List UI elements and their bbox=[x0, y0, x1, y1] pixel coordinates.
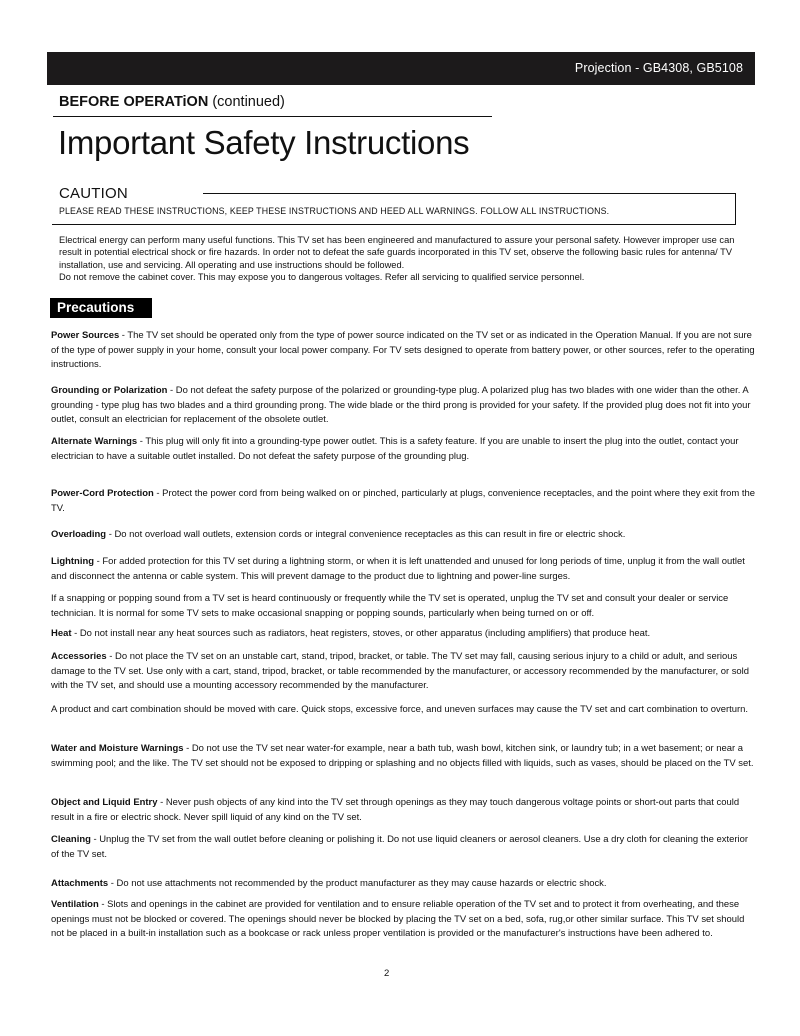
item-term: Object and Liquid Entry bbox=[51, 797, 158, 808]
precaution-item-snapping-sound bbox=[51, 592, 757, 621]
page-title: Important Safety Instructions bbox=[58, 124, 470, 161]
precaution-item-power-cord bbox=[51, 487, 757, 516]
item-term: Ventilation bbox=[51, 899, 99, 910]
item-term: Power Sources bbox=[51, 330, 120, 341]
item-text: - Never push objects of any kind into the TV set through openings as they may touch dangerous voltage points or short-out parts that could result in a fire or electric shock. Never spill liquid of any kind on the TV set. bbox=[51, 797, 740, 823]
item-text: - For added protection for this TV set during a lightning storm, or when it is left unattended and unused for long periods of time, unplug it from the wall outlet and disconnect the antenna or cable system. This will prevent damage to the product due to lightning and power-line surges. bbox=[51, 556, 745, 582]
item-text: - Protect the power cord from being walked on or pinched, particularly at plugs, convenience receptacles, and the point where they exit from the TV. bbox=[51, 488, 755, 514]
precaution-item-overloading bbox=[51, 528, 757, 543]
item-term: Lightning bbox=[51, 556, 94, 567]
precaution-item-alternate-warnings bbox=[51, 435, 757, 464]
intro-paragraph: Electrical energy can perform many useful functions. This TV set has been engineered and manufactured to assure your personal safety. However improper use can result in potential electrical shock or fire hazards. In order not to defeat the safe guards incorporated in this TV set, observe the following basic rules for antenna/ TV installation, use and servicing. All operating and use instructions should be followed. bbox=[59, 235, 735, 270]
item-text: - Unplug the TV set from the wall outlet before cleaning or polishing it. Do not use liquid cleaners or aerosol cleaners. Use a dry cloth for cleaning the exterior of the TV set. bbox=[51, 834, 748, 860]
item-term: Overloading bbox=[51, 529, 107, 540]
item-term: Attachments bbox=[51, 878, 109, 889]
section-heading bbox=[59, 94, 285, 110]
precaution-item-attachments bbox=[51, 877, 757, 892]
caution-box-top-rule bbox=[203, 193, 736, 194]
precaution-item-cleaning bbox=[51, 833, 757, 862]
precautions-badge: Precautions bbox=[50, 298, 152, 318]
precaution-item-heat bbox=[51, 627, 757, 642]
item-text: - Do not install near any heat sources such as radiators, heat registers, stoves, or other apparatus (including amplifiers) that produce heat. bbox=[71, 628, 651, 639]
model-text: Projection - GB4308, GB5108 bbox=[574, 61, 743, 75]
precaution-item-water-moisture bbox=[51, 742, 757, 771]
precaution-item-power-sources bbox=[51, 329, 757, 373]
item-term: Cleaning bbox=[51, 834, 91, 845]
header-bar bbox=[47, 52, 755, 85]
caution-text: PLEASE READ THESE INSTRUCTIONS, KEEP THESE INSTRUCTIONS AND HEED ALL WARNINGS. FOLLOW ALL INSTRUCTIONS. bbox=[59, 206, 610, 216]
page-number: 2 bbox=[384, 968, 390, 979]
section-heading-suffix: (continued) bbox=[208, 94, 285, 110]
section-heading-bold: BEFORE OPERATiON bbox=[59, 94, 209, 110]
precaution-item-object-liquid bbox=[51, 796, 757, 825]
item-text: - Do not use attachments not recommended by the product manufacturer as they may cause hazards or electric shock. bbox=[108, 878, 607, 889]
item-text: A product and cart combination should be moved with care. Quick stops, excessive force, and uneven surfaces may cause the TV set and cart combination to overturn. bbox=[51, 704, 748, 715]
caution-label: CAUTION bbox=[59, 185, 128, 202]
item-text: If a snapping or popping sound from a TV set is heard continuously or frequently while the TV set is operated, unplug the TV set and consult your dealer or service technician. It is normal for some TV sets to make occasional snapping or popping sounds, particularly when being turned on or off. bbox=[51, 593, 729, 619]
item-text: - Do not overload wall outlets, extension cords or integral convenience receptacles as this can result in fire or electric shock. bbox=[106, 529, 626, 540]
precaution-item-lightning bbox=[51, 555, 757, 584]
section-rule bbox=[53, 116, 492, 117]
item-term: Grounding or Polarization bbox=[51, 385, 168, 396]
precaution-item-grounding bbox=[51, 384, 757, 428]
item-text: - Do not defeat the safety purpose of the polarized or grounding-type plug. A polarized plug has two blades with one wider than the other. A grounding - type plug has two blades and a third grounding prong. The wide blade or the third prong is provided for your safety. If the provided plug does not fit into your outlet, consult an electrician for replacement of the obsolete outlet. bbox=[51, 385, 751, 426]
item-text: - The TV set should be operated only from the type of power source indicated on the TV set or as indicated in the Operation Manual. If you are not sure of the type of power supply in your home, consult your local power company. For TV sets designed to operate from battery power, or other sources, refer to the operating instructions. bbox=[51, 330, 755, 371]
precaution-item-accessories bbox=[51, 650, 757, 694]
item-text: - Do not use the TV set near water-for example, near a bath tub, wash bowl, kitchen sink, or laundry tub; in a wet basement; or near a swimming pool; and the like. The TV set should not be exposed to dripping or splashing and no objects filled with liquids, such as vases, should be placed on the TV set. bbox=[51, 743, 754, 769]
item-term: Accessories bbox=[51, 651, 107, 662]
item-term: Heat bbox=[51, 628, 72, 639]
item-term: Power-Cord Protection bbox=[51, 488, 154, 499]
precaution-item-cart bbox=[51, 703, 757, 718]
item-text: - Do not place the TV set on an unstable cart, stand, tripod, bracket, or table. The TV set may fall, causing serious injury to a child or adult, and serious damage to the TV set. Use only with a cart, stand, tripod, bracket, or table recommended by the manufacturer, or accessory recommended by the manufacturer, or sold with the TV set, and should use a mounting accessory recommended by the manufacturer. bbox=[51, 651, 750, 692]
intro-paragraph: Do not remove the cabinet cover. This may expose you to dangerous voltages. Refer all servicing to qualified service personnel. bbox=[59, 271, 585, 282]
precaution-item-ventilation bbox=[51, 898, 757, 942]
item-term: Water and Moisture Warnings bbox=[51, 743, 184, 754]
item-term: Alternate Warnings bbox=[51, 436, 138, 447]
item-text: - Slots and openings in the cabinet are provided for ventilation and to ensure reliable operation of the TV set and to protect it from overheating, and these openings must not be blocked or covered. The openings should never be blocked by placing the TV set on a bed, sofa, rug,or other similar surface. This TV set should not be placed in a built-in installation such as a bookcase or rack unless proper ventilation is provided or the manufacturer's instructions have been adhered to. bbox=[51, 899, 745, 940]
intro-text bbox=[59, 234, 749, 283]
item-text: - This plug will only fit into a grounding-type power outlet. This is a safety feature. If you are unable to insert the plug into the outlet, contact your electrician to have a suitable outlet installed. Do not defeat the safety purpose of the grounding plug. bbox=[51, 436, 739, 462]
